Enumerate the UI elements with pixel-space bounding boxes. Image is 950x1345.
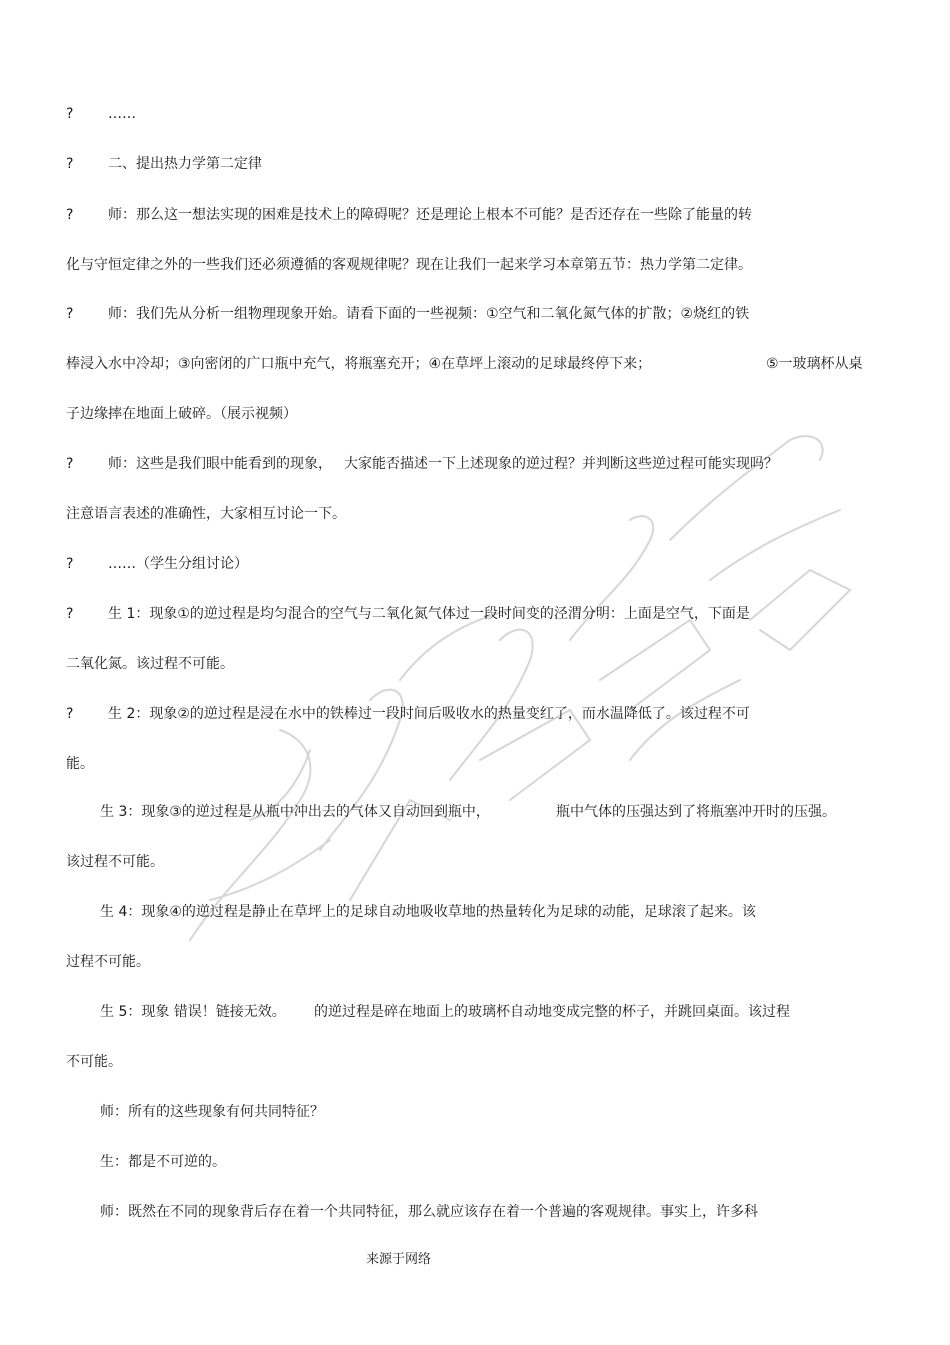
text-line: 生 2：现象②的逆过程是浸在水中的铁棒过一段时间后吸收水的热量变红了，而水温降低了。该过程不可 bbox=[108, 706, 750, 722]
text-line-continuation: 大家能否描述一下上述现象的逆过程？并判断这些逆过程可能实现吗？ bbox=[344, 456, 778, 472]
text-line: 能。 bbox=[66, 756, 94, 772]
text-line: 师：所有的这些现象有何共同特征？ bbox=[100, 1104, 324, 1120]
text-line: 子边缘摔在地面上破碎。（展示视频） bbox=[66, 406, 297, 422]
bullet-marker: ? bbox=[66, 456, 74, 472]
text-line: 师：既然在不同的现象背后存在着一个共同特征，那么就应该存在着一个普遍的客观规律。事实上，许多科 bbox=[100, 1204, 758, 1220]
footer-source: 来源于网络 bbox=[366, 1252, 432, 1267]
text-line: 注意语言表述的准确性，大家相互讨论一下。 bbox=[66, 506, 346, 522]
bullet-marker: ? bbox=[66, 556, 74, 572]
text-line: 二、提出热力学第二定律 bbox=[108, 156, 262, 172]
bullet-marker: ? bbox=[66, 706, 74, 722]
bullet-marker: ? bbox=[66, 306, 74, 322]
text-line: 师：我们先从分析一组物理现象开始。请看下面的一些视频：①空气和二氧化氮气体的扩散；②烧红的铁 bbox=[108, 306, 750, 322]
text-line: 师：那么这一想法实现的困难是技术上的障碍呢？还是理论上根本不可能？是否还存在一些除了能量的转 bbox=[108, 207, 752, 223]
text-line: 师：这些是我们眼中能看到的现象， bbox=[108, 456, 332, 472]
bullet-marker: ? bbox=[66, 606, 74, 622]
text-line: 生 5：现象 错误！链接无效。 bbox=[100, 1004, 286, 1020]
text-line-continuation: 瓶中气体的压强达到了将瓶塞冲开时的压强。 bbox=[556, 804, 836, 820]
text-line: 二氧化氮。该过程不可能。 bbox=[66, 656, 234, 672]
bullet-marker: ? bbox=[66, 207, 74, 223]
text-line: 生：都是不可逆的。 bbox=[100, 1154, 226, 1170]
text-line: ……（学生分组讨论） bbox=[108, 556, 248, 572]
text-line: 生 1：现象①的逆过程是均匀混合的空气与二氧化氮气体过一段时间变的泾渭分明：上面是空气，下面是 bbox=[108, 606, 750, 622]
text-line: 不可能。 bbox=[66, 1054, 122, 1070]
text-line: 生 4：现象④的逆过程是静止在草坪上的足球自动地吸收草地的热量转化为足球的动能，足球滚了起来。该 bbox=[100, 904, 756, 920]
text-line: 生 3：现象③的逆过程是从瓶中冲出去的气体又自动回到瓶中， bbox=[100, 804, 490, 820]
text-line: 过程不可能。 bbox=[66, 954, 150, 970]
text-line: 棒浸入水中冷却；③向密闭的广口瓶中充气，将瓶塞充开；④在草坪上滚动的足球最终停下来； bbox=[66, 356, 652, 372]
text-line: …… bbox=[108, 106, 136, 122]
text-line-continuation: 的逆过程是碎在地面上的玻璃杯自动地变成完整的杯子，并跳回桌面。该过程 bbox=[314, 1004, 790, 1020]
bullet-marker: ? bbox=[66, 156, 74, 172]
text-line: 该过程不可能。 bbox=[66, 854, 164, 870]
text-line: 化与守恒定律之外的一些我们还必须遵循的客观规律呢？现在让我们一起来学习本章第五节：热力学第二定律。 bbox=[66, 257, 752, 273]
text-line-continuation: ⑤一玻璃杯从桌 bbox=[766, 356, 863, 372]
bullet-marker: ? bbox=[66, 106, 74, 122]
